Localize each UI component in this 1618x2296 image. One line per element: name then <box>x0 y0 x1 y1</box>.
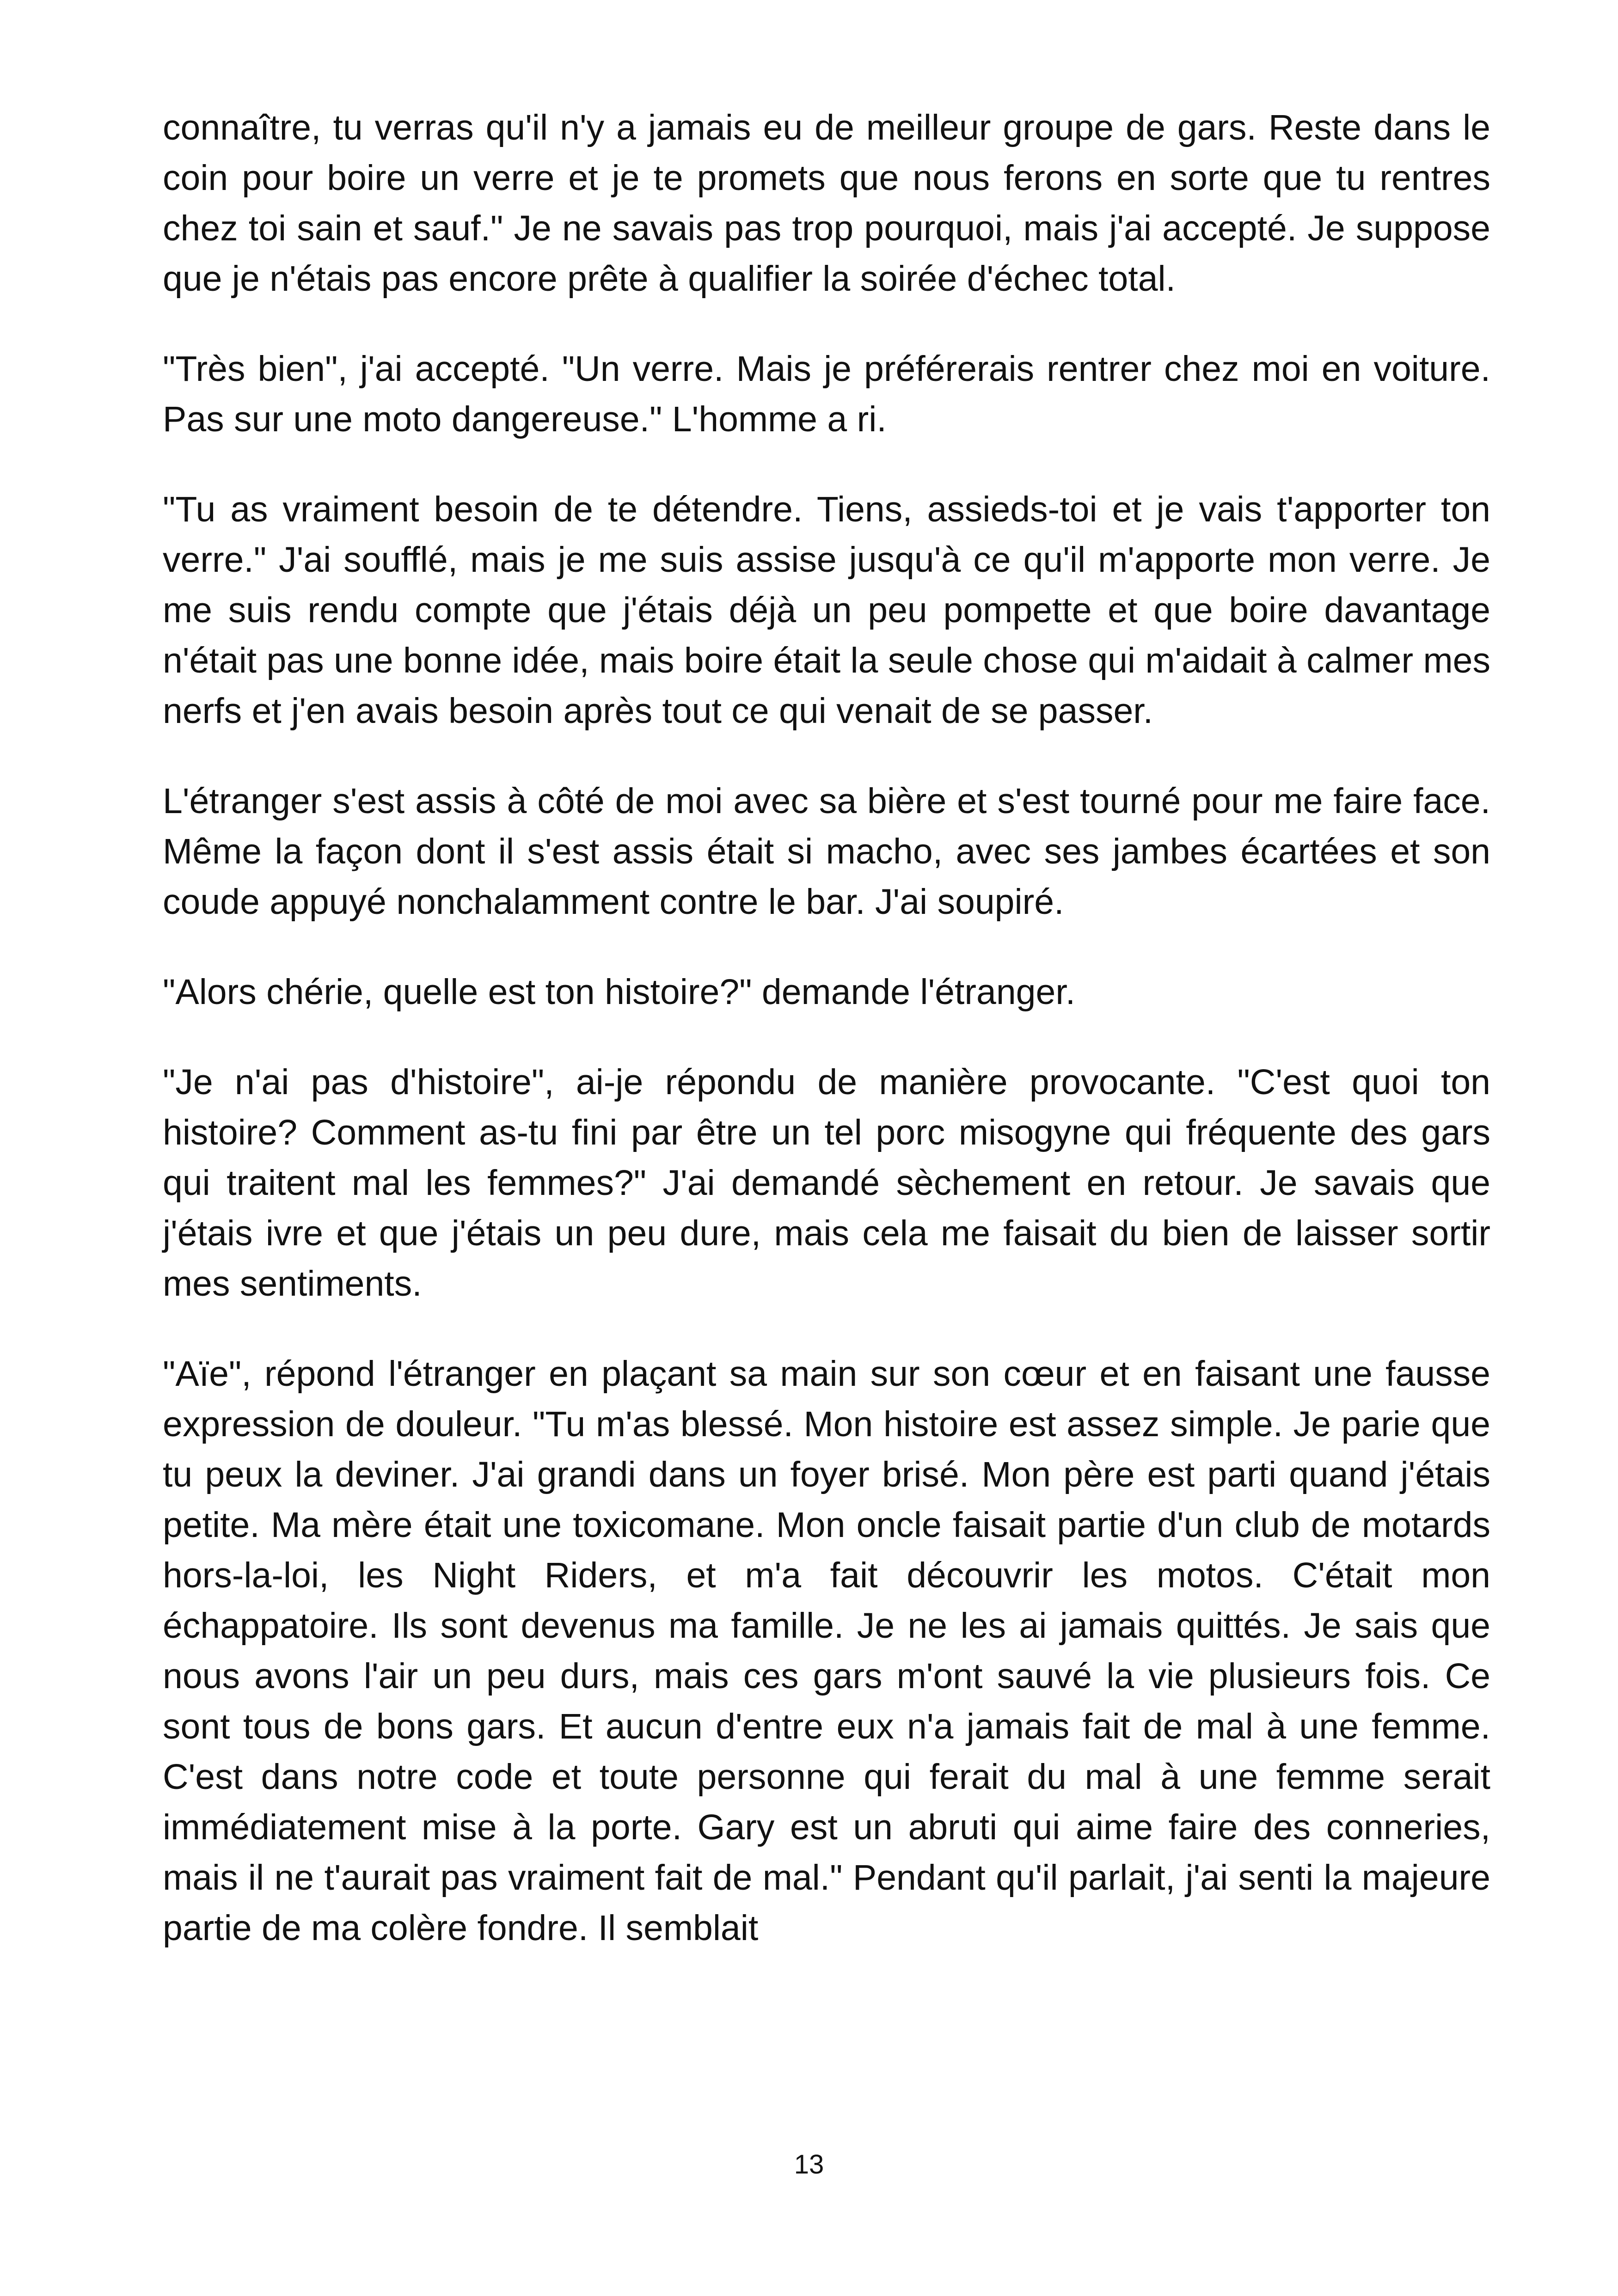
paragraph: "Tu as vraiment besoin de te détendre. Tiens, assieds-toi et je vais t'apporter ton verre." J'ai soufflé, mais je me suis assise jusqu'à ce qu'il m'apporte mon verre. Je me suis rendu compte que j'étais déjà un peu pompette et que boire davantage n'était pas une bonne idée, mais boire était la seule chose qui m'aidait à calmer mes nerfs et j'en avais besoin après tout ce qui venait de se passer. <box>163 490 1490 731</box>
paragraph: "Alors chérie, quelle est ton histoire?" demande l'étranger. <box>163 972 1076 1012</box>
paragraph: "Je n'ai pas d'histoire", ai-je répondu de manière provocante. "C'est quoi ton histoire? Comment as-tu fini par être un tel porc misogyne qui fréquente des gars qui traitent mal les femmes?" J'ai demandé sèchement en retour. Je savais que j'étais ivre et que j'étais un peu dure, mais cela me faisait du bien de laisser sortir mes sentiments. <box>163 1062 1490 1304</box>
body-text <box>163 103 1490 1953</box>
paragraph: connaître, tu verras qu'il n'y a jamais eu de meilleur groupe de gars. Reste dans le coin pour boire un verre et je te promets que nous ferons en sorte que tu rentres chez toi sain et sauf." Je ne savais pas trop pourquoi, mais j'ai accepté. Je suppose que je n'étais pas encore prête à qualifier la soirée d'échec total. <box>163 108 1490 299</box>
paragraph: L'étranger s'est assis à côté de moi avec sa bière et s'est tourné pour me faire face. Même la façon dont il s'est assis était si macho, avec ses jambes écartées et son coude appuyé nonchalamment contre le bar. J'ai soupiré. <box>163 781 1490 922</box>
paragraph: "Très bien", j'ai accepté. "Un verre. Mais je préférerais rentrer chez moi en voiture. Pas sur une moto dangereuse." L'homme a ri. <box>163 349 1490 439</box>
page-number: 13 <box>794 2149 824 2180</box>
paragraph: "Aïe", répond l'étranger en plaçant sa main sur son cœur et en faisant une fausse expression de douleur. "Tu m'as blessé. Mon histoire est assez simple. Je parie que tu peux la deviner. J'ai grandi dans un foyer brisé. Mon père est parti quand j'étais petite. Ma mère était une toxicomane. Mon oncle faisait partie d'un club de motards hors-la-loi, les Night Riders, et m'a fait découvrir les motos. C'était mon échappatoire. Ils sont devenus ma famille. Je ne les ai jamais quittés. Je sais que nous avons l'air un peu durs, mais ces gars m'ont sauvé la vie plusieurs fois. Ce sont tous de bons gars. Et aucun d'entre eux n'a jamais fait de mal à une femme. C'est dans notre code et toute personne qui ferait du mal à une femme serait immédiatement mise à la porte. Gary est un abruti qui aime faire des conneries, mais il ne t'aurait pas vraiment fait de mal." Pendant qu'il parlait, j'ai senti la majeure partie de ma colère fondre. Il semblait <box>163 1354 1490 1948</box>
